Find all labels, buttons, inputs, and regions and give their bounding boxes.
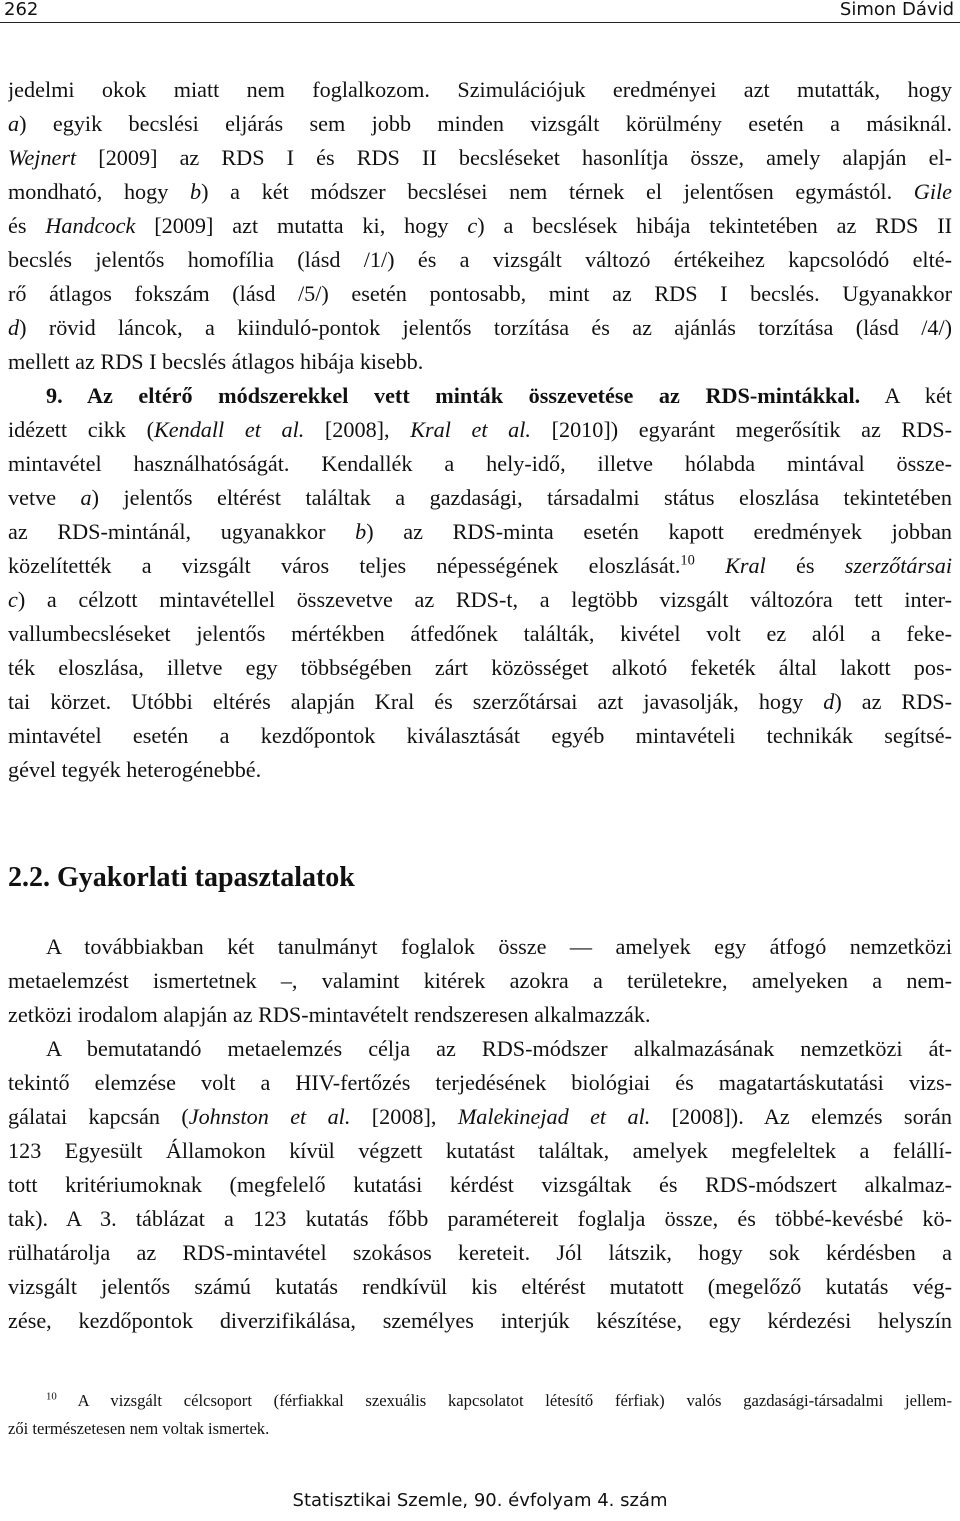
text-line: mintavétel használhatóságát. Kendallék a hely-idő, illetve hólabda mintával össze- bbox=[8, 451, 952, 476]
text-line: mintavétel esetén a kezdőpontok kiválasztását egyéb mintavételi technikák segítsé- bbox=[8, 723, 952, 748]
text-line: tak). A 3. táblázat a 123 kutatás főbb paramétereit foglalja össze, és többé-kevésbé kö- bbox=[8, 1206, 952, 1231]
text-line: c) a célzott mintavétellel összevetve az RDS-t, a legtöbb vizsgált változóra tett inter- bbox=[8, 587, 952, 612]
text-line: tott kritériumoknak (megfelelő kutatási kérdést vizsgáltak és RDS-módszert alkalmaz- bbox=[8, 1172, 952, 1197]
text-line: Wejnert [2009] az RDS I és RDS II becsléseket hasonlítja össze, amely alapján el- bbox=[8, 145, 952, 170]
text-line: A továbbiakban két tanulmányt foglalok össze ― amelyek egy átfogó nemzetközi bbox=[46, 934, 952, 959]
text-line: d) rövid láncok, a kiinduló-pontok jelentős torzítása és az ajánlás torzítása (lásd /4/) bbox=[8, 315, 952, 340]
text-line: rő átlagos fokszám (lásd /5/) esetén pontosabb, mint az RDS I becslés. Ugyanakkor bbox=[8, 281, 952, 306]
section-heading: 2.2. Gyakorlati tapasztalatok bbox=[8, 862, 355, 893]
footnote-number: 10 bbox=[46, 1390, 57, 1403]
text-line: zetközi irodalom alapján az RDS-mintavételt rendszeresen alkalmazzák. bbox=[8, 1002, 651, 1027]
text-line: vallumbecsléseket jelentős mértékben átfedőnek találták, kivétel volt ez alól a feke- bbox=[8, 621, 952, 646]
running-header bbox=[0, 0, 960, 23]
numbered-point-heading: 9. Az eltérő módszerekkel vett minták összevetése az RDS-mintákkal. bbox=[46, 383, 861, 408]
text-line: ték eloszlása, illetve egy többségében zárt közösséget alkotó feketék által lakott pos- bbox=[8, 655, 952, 680]
running-footer: Statisztikai Szemle, 90. évfolyam 4. szám bbox=[292, 1490, 668, 1511]
text-line: gével tegyék heterogénebbé. bbox=[8, 757, 262, 782]
text-line: A bemutatandó metaelemzés célja az RDS-módszer alkalmazásának nemzetközi át- bbox=[46, 1036, 952, 1061]
text-line: mellett az RDS I becslés átlagos hibája kisebb. bbox=[8, 349, 424, 374]
text-line: és Handcock [2009] azt mutatta ki, hogy c) a becslések hibája tekintetében az RDS II bbox=[8, 213, 952, 238]
text-line: gálatai kapcsán (Johnston et al. [2008], Malekinejad et al. [2008]). Az elemzés során bbox=[8, 1104, 952, 1129]
text-line: rülhatárolja az RDS-mintavétel szokásos kereteit. Jól látszik, hogy sok kérdésben a bbox=[8, 1240, 952, 1265]
text-line: vetve a) jelentős eltérést találtak a gazdasági, társadalmi státus eloszlása tekintetében bbox=[8, 485, 952, 510]
text-line: metaelemzést ismertetnek –, valamint kitérek azokra a területekre, amelyeken a nem- bbox=[8, 968, 952, 993]
running-header-author: Simon Dávid bbox=[839, 0, 954, 20]
text-line: 123 Egyesült Államokon kívül végzett kutatást találtak, amelyek megfeleltek a felállí- bbox=[8, 1138, 952, 1163]
text-line: 9. Az eltérő módszerekkel vett minták összevetése az RDS-mintákkal. A két bbox=[46, 383, 952, 408]
text-line: idézett cikk (Kendall et al. [2008], Kral et al. [2010]) egyaránt megerősítik az RDS- bbox=[8, 417, 952, 442]
text-line: jedelmi okok miatt nem foglalkozom. Szimulációjuk eredményei azt mutatták, hogy bbox=[8, 77, 952, 102]
text-line: tai körzet. Utóbbi eltérés alapján Kral és szerzőtársai azt javasolják, hogy d) az RDS- bbox=[8, 689, 952, 714]
text-line: becslés jelentős homofília (lásd /1/) és a vizsgált változó értékeihez kapcsolódó elté- bbox=[8, 247, 952, 272]
footnote-line: zői természetesen nem voltak ismertek. bbox=[8, 1419, 270, 1438]
text-line: zése, kezdőpontok diverzifikálása, személyes interjúk készítése, egy kérdezési helyszín bbox=[8, 1308, 952, 1333]
text-line: tekintő elemzése volt a HIV-fertőzés terjedésének biológiai és magatartáskutatási vizs- bbox=[8, 1070, 952, 1095]
text-line: közelítették a vizsgált város teljes népességének eloszlását.$^{10}$ Kral és szerzőtársai bbox=[8, 552, 952, 578]
page-number: 262 bbox=[4, 0, 39, 20]
text-line: vizsgált jelentős számú kutatás rendkívül kis eltérést mutatott (megelőző kutatás vég- bbox=[8, 1274, 952, 1299]
text-line: mondható, hogy b) a két módszer becslései nem térnek el jelentősen egymástól. Gile bbox=[8, 179, 952, 204]
footnote-reference: 10 bbox=[680, 552, 695, 569]
text-line: az RDS-mintánál, ugyanakkor b) az RDS-minta esetén kapott eredmények jobban bbox=[8, 519, 952, 544]
text-line: a) egyik becslési eljárás sem jobb minden vizsgált körülmény esetén a másiknál. bbox=[8, 111, 952, 136]
footnote-line: $^{10}$ A vizsgált célcsoport (férfiakkal szexuális kapcsolatot létesítő férfiak) valós gazdasági-társadalmi jellem- bbox=[46, 1390, 952, 1410]
